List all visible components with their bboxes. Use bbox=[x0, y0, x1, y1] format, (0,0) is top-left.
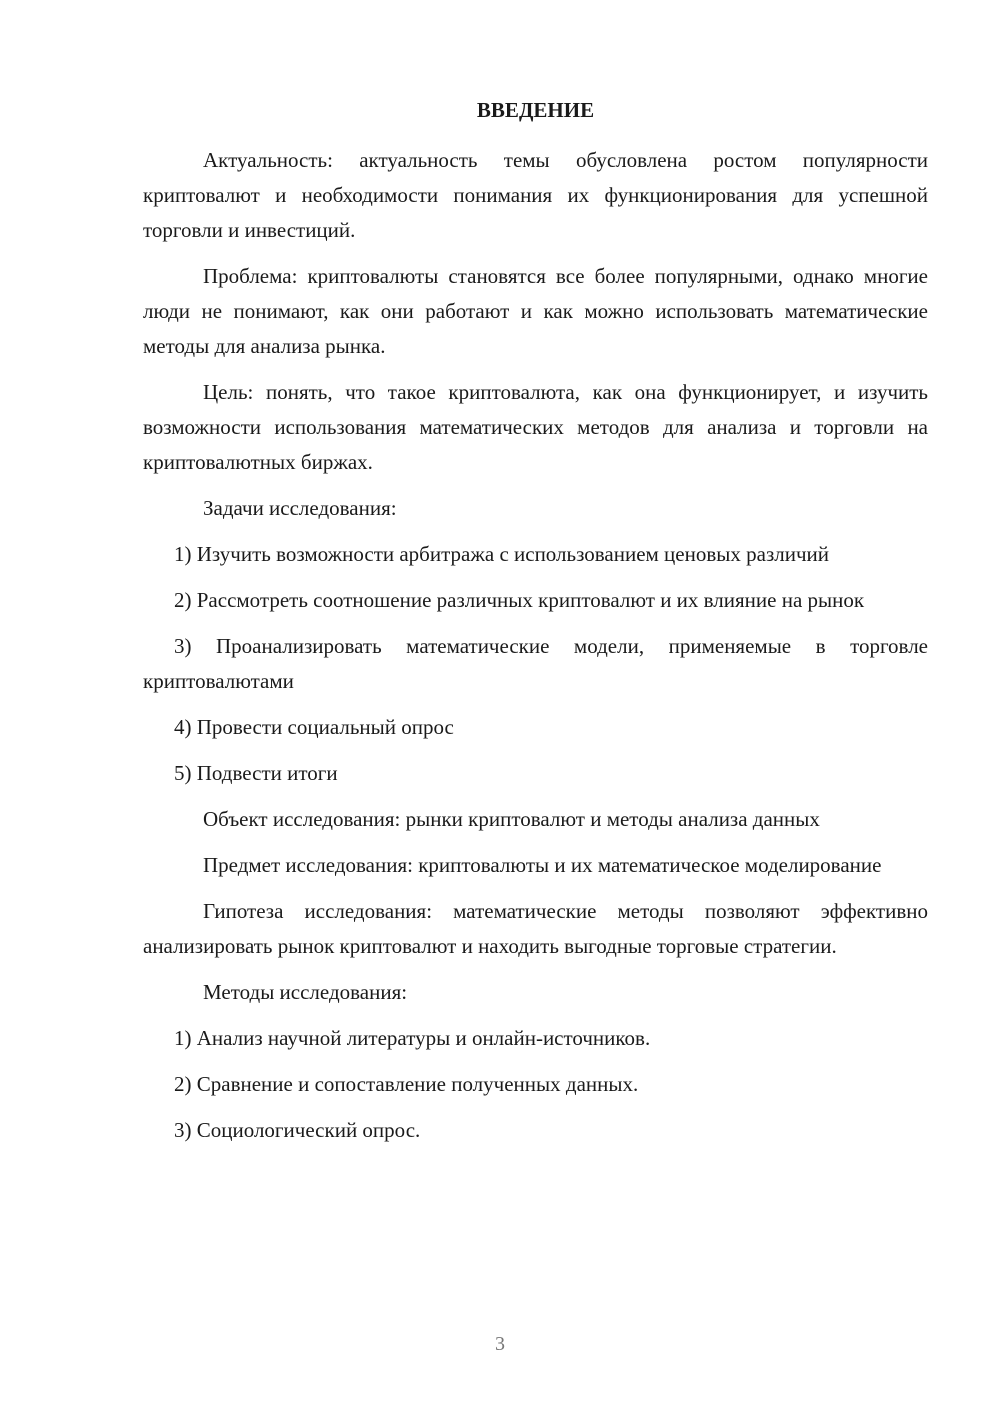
task-item-5: 5) Подвести итоги bbox=[174, 761, 338, 785]
task-item-1: 1) Изучить возможности арбитража с использованием ценовых различий bbox=[174, 542, 829, 566]
method-item-3: 3) Социологический опрос. bbox=[174, 1118, 421, 1142]
method-item-2: 2) Сравнение и сопоставление полученных данных. bbox=[174, 1072, 639, 1096]
tasks-heading: Задачи исследования: bbox=[203, 496, 397, 520]
method-item-1: 1) Анализ научной литературы и онлайн-источников. bbox=[174, 1026, 651, 1050]
page-number: 3 bbox=[495, 1333, 505, 1355]
task-item-2: 2) Рассмотреть соотношение различных криптовалют и их влияние на рынок bbox=[174, 588, 865, 612]
goal-paragraph: Цель: понять, что такое криптовалюта, как она функционирует, и изучить возможности использования математических методов для анализа и торговли на криптовалютных биржах. bbox=[143, 380, 928, 474]
document-page bbox=[143, 93, 928, 1159]
object-paragraph: Объект исследования: рынки криптовалют и методы анализа данных bbox=[203, 807, 820, 831]
task-item-4: 4) Провести социальный опрос bbox=[174, 715, 454, 739]
task-item-3: 3) Проанализировать математические модели, применяемые в торговле криптовалютами bbox=[143, 634, 928, 693]
page-title: ВВЕДЕНИЕ bbox=[476, 98, 595, 122]
hypothesis-paragraph: Гипотеза исследования: математические методы позволяют эффективно анализировать рынок криптовалют и находить выгодные торговые стратегии. bbox=[143, 899, 928, 958]
relevance-paragraph: Актуальность: актуальность темы обусловлена ростом популярности криптовалют и необходимости понимания их функционирования для успешной торговли и инвестиций. bbox=[143, 148, 928, 242]
methods-heading: Методы исследования: bbox=[203, 980, 408, 1004]
problem-paragraph: Проблема: криптовалюты становятся все более популярными, однако многие люди не понимают, как они работают и как можно использовать математические методы для анализа рынка. bbox=[143, 264, 928, 358]
subject-paragraph: Предмет исследования: криптовалюты и их математическое моделирование bbox=[203, 853, 882, 877]
